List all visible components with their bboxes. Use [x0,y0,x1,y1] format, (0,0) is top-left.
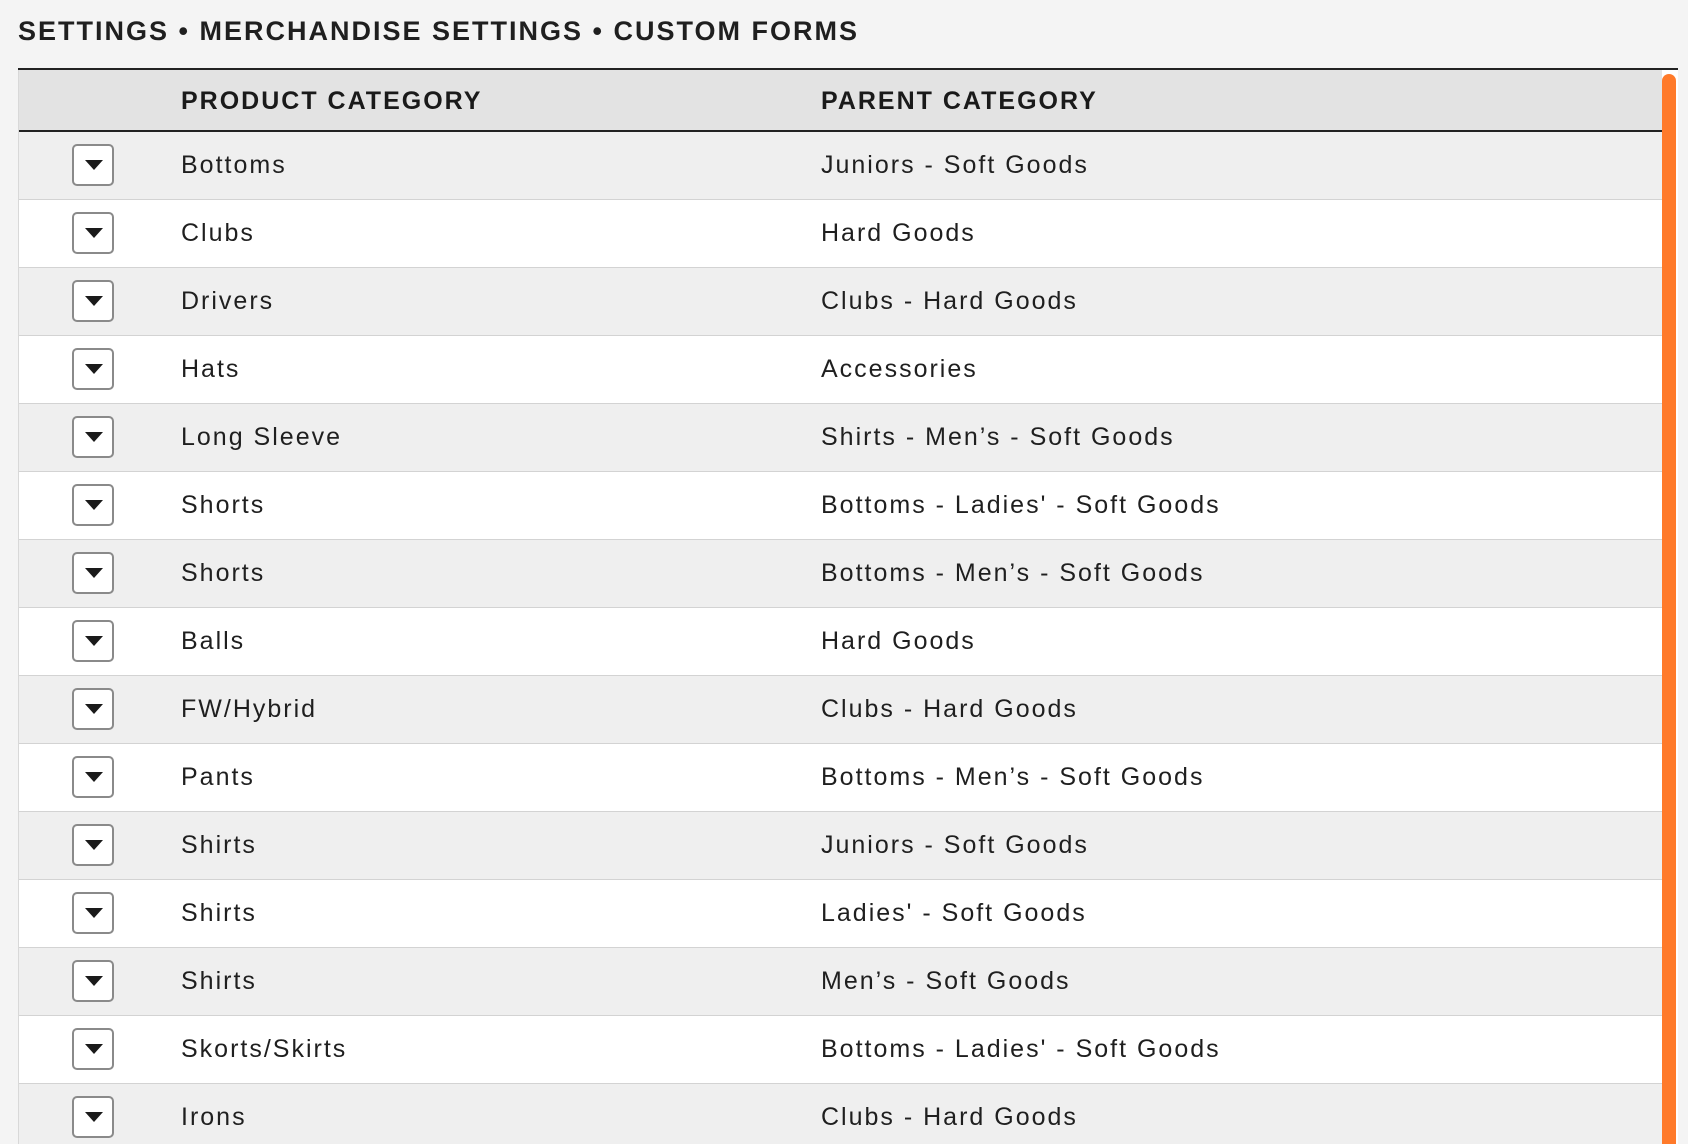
row-menu-button[interactable] [72,1096,114,1138]
table-row[interactable] [19,1016,1663,1084]
chevron-down-icon [85,568,103,578]
table-row[interactable] [19,608,1663,676]
category-table [18,68,1678,1144]
chevron-down-icon [85,840,103,850]
table-row[interactable] [19,404,1663,472]
product-category-cell: Shirts [181,899,257,927]
product-category-cell: Hats [181,355,241,383]
product-category-cell: Clubs [181,219,255,247]
table-row[interactable] [19,812,1663,880]
product-category-cell: Shorts [181,559,266,587]
table-body-wrapper [18,70,1663,1144]
table-row[interactable] [19,336,1663,404]
product-category-cell: Pants [181,763,255,791]
row-menu-button[interactable] [72,348,114,390]
product-category-cell: Irons [181,1103,247,1131]
parent-category-cell: Ladies' - Soft Goods [821,899,1087,927]
row-menu-button[interactable] [72,756,114,798]
parent-category-cell: Juniors - Soft Goods [821,151,1089,179]
column-header-product-category[interactable]: PRODUCT CATEGORY [181,87,483,115]
chevron-down-icon [85,908,103,918]
parent-category-cell: Clubs - Hard Goods [821,695,1078,723]
table-row[interactable] [19,132,1663,200]
column-header-parent-category[interactable]: PARENT CATEGORY [821,87,1098,115]
table-row[interactable] [19,676,1663,744]
parent-category-cell: Clubs - Hard Goods [821,287,1078,315]
row-menu-button[interactable] [72,1028,114,1070]
scrollbar-thumb[interactable] [1662,74,1676,1144]
scrollbar[interactable] [1662,70,1678,1144]
chevron-down-icon [85,500,103,510]
chevron-down-icon [85,296,103,306]
parent-category-cell: Juniors - Soft Goods [821,831,1089,859]
parent-category-cell: Clubs - Hard Goods [821,1103,1078,1131]
row-menu-button[interactable] [72,484,114,526]
chevron-down-icon [85,772,103,782]
product-category-cell: Bottoms [181,151,287,179]
chevron-down-icon [85,636,103,646]
table-row[interactable] [19,200,1663,268]
product-category-cell: FW/Hybrid [181,695,318,723]
parent-category-cell: Bottoms - Ladies' - Soft Goods [821,1035,1221,1063]
table-row[interactable] [19,268,1663,336]
table-rows [19,132,1663,1144]
row-menu-button[interactable] [72,212,114,254]
parent-category-cell: Shirts - Men’s - Soft Goods [821,423,1175,451]
row-menu-button[interactable] [72,280,114,322]
chevron-down-icon [85,160,103,170]
table-row[interactable] [19,1084,1663,1144]
parent-category-cell: Bottoms - Men’s - Soft Goods [821,559,1205,587]
table-row[interactable] [19,472,1663,540]
chevron-down-icon [85,432,103,442]
row-menu-button[interactable] [72,416,114,458]
row-menu-button[interactable] [72,552,114,594]
row-menu-button[interactable] [72,960,114,1002]
parent-category-cell: Hard Goods [821,219,976,247]
chevron-down-icon [85,364,103,374]
table-row[interactable] [19,880,1663,948]
chevron-down-icon [85,1112,103,1122]
product-category-cell: Skorts/Skirts [181,1035,348,1063]
parent-category-cell: Bottoms - Ladies' - Soft Goods [821,491,1221,519]
parent-category-cell: Men’s - Soft Goods [821,967,1071,995]
parent-category-cell: Hard Goods [821,627,976,655]
table-row[interactable] [19,948,1663,1016]
product-category-cell: Drivers [181,287,275,315]
parent-category-cell: Bottoms - Men’s - Soft Goods [821,763,1205,791]
row-menu-button[interactable] [72,892,114,934]
table-header [19,70,1663,132]
product-category-cell: Long Sleeve [181,423,343,451]
product-category-cell: Balls [181,627,246,655]
product-category-cell: Shorts [181,491,266,519]
row-menu-button[interactable] [72,620,114,662]
row-menu-button[interactable] [72,144,114,186]
breadcrumb: SETTINGS • MERCHANDISE SETTINGS • CUSTOM FORMS [18,16,859,46]
chevron-down-icon [85,1044,103,1054]
parent-category-cell: Accessories [821,355,978,383]
table-row[interactable] [19,744,1663,812]
chevron-down-icon [85,228,103,238]
chevron-down-icon [85,704,103,714]
product-category-cell: Shirts [181,967,257,995]
row-menu-button[interactable] [72,824,114,866]
chevron-down-icon [85,976,103,986]
row-menu-button[interactable] [72,688,114,730]
table-row[interactable] [19,540,1663,608]
product-category-cell: Shirts [181,831,257,859]
